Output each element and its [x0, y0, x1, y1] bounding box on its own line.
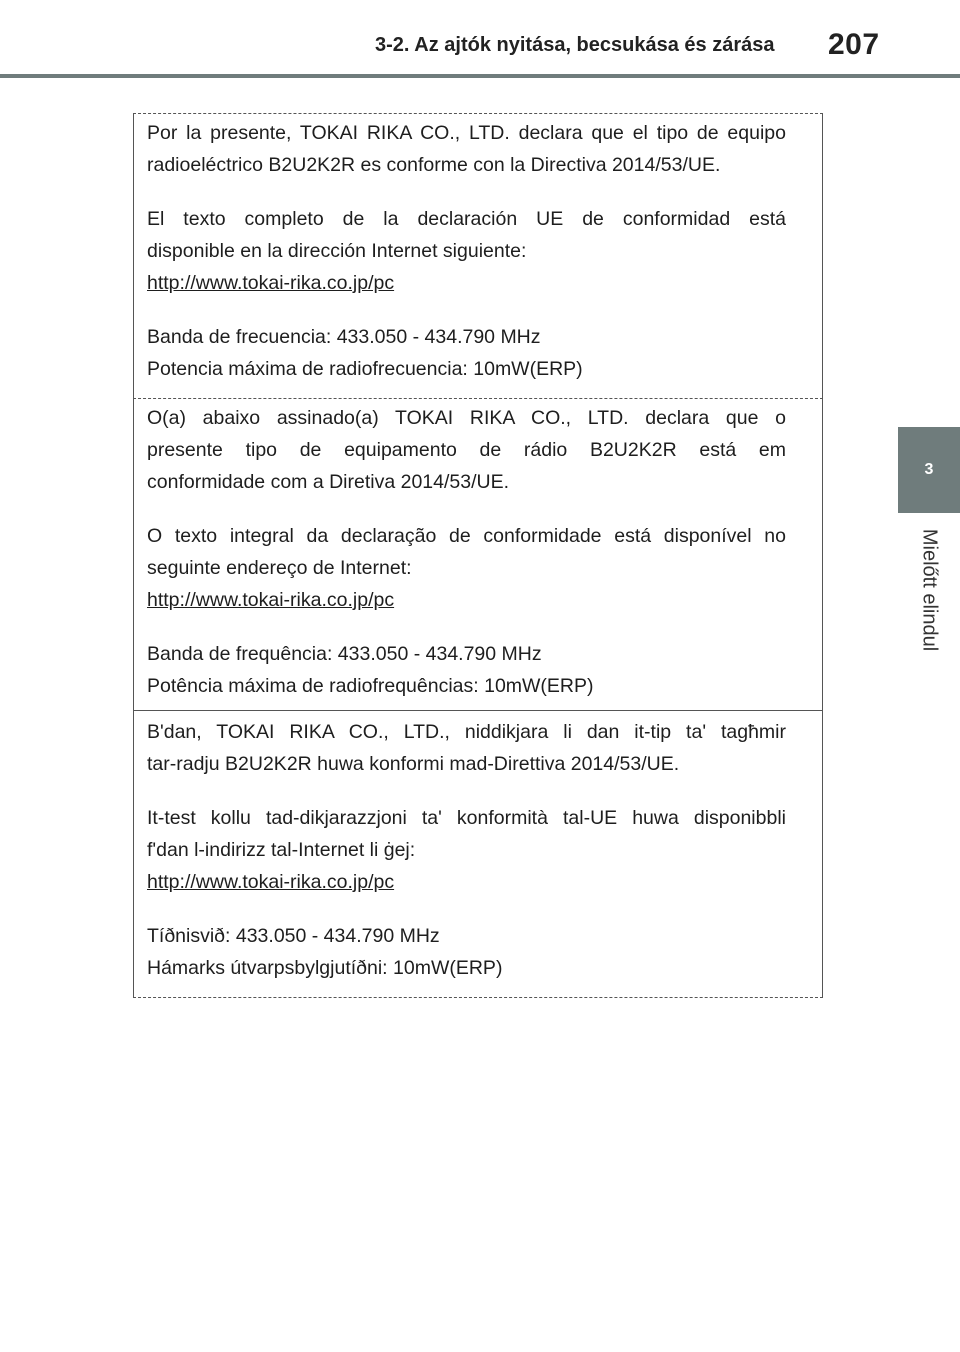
- declaration-url-link[interactable]: http://www.tokai-rika.co.jp/pc: [147, 871, 395, 893]
- declaration-url-link[interactable]: http://www.tokai-rika.co.jp/pc: [147, 589, 395, 611]
- declaration-line: conformidade com a Diretiva 2014/53/UE.: [147, 471, 510, 493]
- declaration-line: presente tipo de equipamento de rádio B2U2K2R está em: [147, 439, 786, 461]
- text-intro-line: f'dan l-indirizz tal-Internet li ġej:: [147, 839, 416, 861]
- chapter-title: Mielőtt elindul: [918, 528, 941, 652]
- declaration-line: B'dan, TOKAI RIKA CO., LTD., niddikjara li dan it-tip ta' tagħmir: [147, 721, 786, 743]
- chapter-number: 3: [924, 461, 934, 478]
- declaration-box-portuguese: [133, 398, 823, 711]
- max-power: Hámarks útvarpsbylgjutíðni: 10mW(ERP): [147, 957, 503, 979]
- section-title: 3-2. Az ajtók nyitása, becsukása és zárása: [375, 34, 775, 56]
- declaration-url-link[interactable]: http://www.tokai-rika.co.jp/pc: [147, 272, 395, 294]
- text-intro-line: disponible en la dirección Internet siguiente:: [147, 240, 527, 262]
- declaration-line: radioeléctrico B2U2K2R es conforme con la Directiva 2014/53/UE.: [147, 154, 721, 176]
- frequency-band: Banda de frecuencia: 433.050 - 434.790 MHz: [147, 326, 541, 348]
- text-intro-line: seguinte endereço de Internet:: [147, 557, 412, 579]
- declaration-line: tar-radju B2U2K2R huwa konformi mad-Direttiva 2014/53/UE.: [147, 753, 680, 775]
- frequency-band: Banda de frequência: 433.050 - 434.790 MHz: [147, 643, 542, 665]
- declaration-line: Por la presente, TOKAI RIKA CO., LTD. declara que el tipo de equipo: [147, 122, 786, 144]
- header-divider: [0, 74, 960, 78]
- chapter-tab: [898, 427, 960, 513]
- max-power: Potência máxima de radiofrequências: 10mW(ERP): [147, 675, 594, 697]
- text-intro-line: It-test kollu tad-dikjarazzjoni ta' konformità tal-UE huwa disponibbli: [147, 807, 786, 829]
- frequency-band: Tíðnisvið: 433.050 - 434.790 MHz: [147, 925, 440, 947]
- declaration-box-maltese: [133, 710, 823, 998]
- max-power: Potencia máxima de radiofrecuencia: 10mW(ERP): [147, 358, 583, 380]
- text-intro-line: El texto completo de la declaración UE de conformidad está: [147, 208, 786, 230]
- declaration-line: O(a) abaixo assinado(a) TOKAI RIKA CO., LTD. declara que o: [147, 407, 786, 429]
- page-number: 207: [828, 28, 880, 61]
- text-intro-line: O texto integral da declaração de conformidade está disponível no: [147, 525, 786, 547]
- declaration-box-spanish: [133, 113, 823, 399]
